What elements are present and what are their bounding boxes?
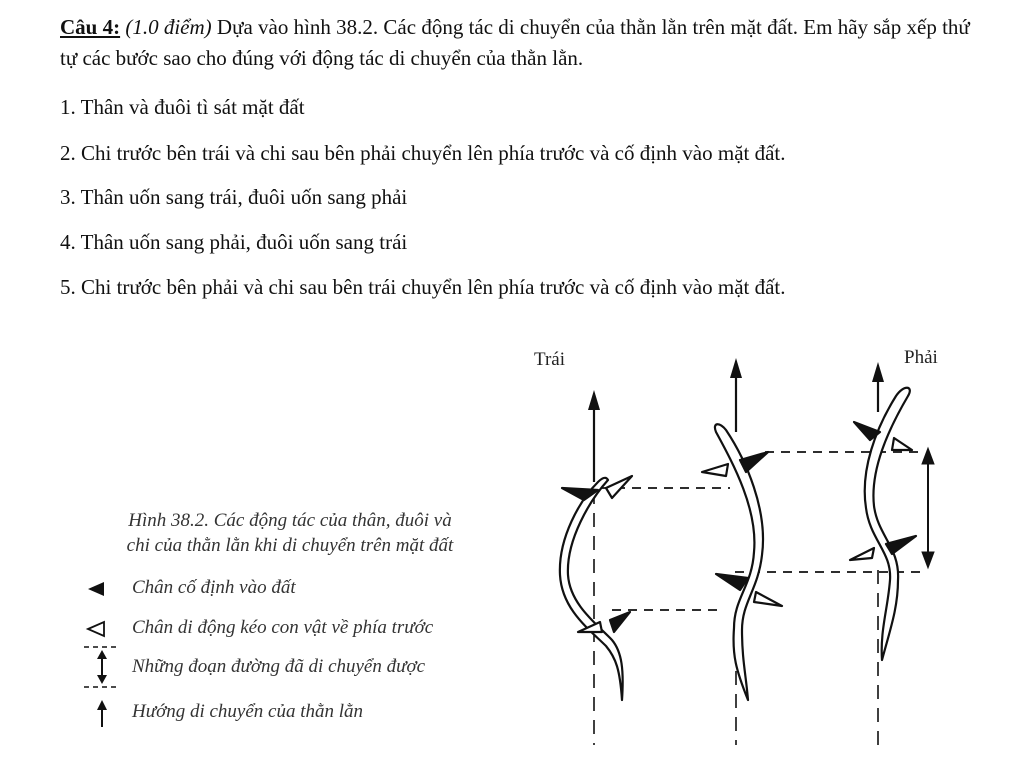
step-3: 3. Thân uốn sang trái, đuôi uốn sang phải xyxy=(60,185,408,209)
caption-line-1: Hình 38.2. Các động tác của thân, đuôi và xyxy=(128,510,452,531)
legend-item-direction xyxy=(80,698,520,728)
legend-text: Những đoạn đường đã di chuyển được xyxy=(132,656,426,677)
up-arrow-icon xyxy=(872,362,884,382)
up-arrow-icon xyxy=(80,698,124,728)
lizard-2 xyxy=(702,424,782,700)
outline-triangle-icon xyxy=(80,614,124,644)
legend-item-distance xyxy=(80,644,520,690)
distance-arrow xyxy=(922,448,934,568)
question-label: Câu 4: xyxy=(60,15,121,39)
legend-text: Chân cố định vào đất xyxy=(132,577,296,598)
legend-item-fixed-leg xyxy=(80,574,520,604)
figure-caption xyxy=(70,508,510,558)
double-arrow-icon xyxy=(80,644,124,690)
legend-item-moving-leg xyxy=(80,614,520,644)
question-text: Dựa vào hình 38.2. Các động tác di chuyển của thằn lằn trên mặt đất. Em hãy sắp xếp thứ tự các bước sao cho đúng với động tác di chuyển của thằn lằn. xyxy=(60,15,970,70)
step-4: 4. Thân uốn sang phải, đuôi uốn sang trái xyxy=(60,230,408,254)
lizard-movement-figure xyxy=(520,340,960,750)
step-2: 2. Chi trước bên trái và chi sau bên phải chuyển lên phía trước và cố định vào mặt đất. xyxy=(60,141,786,165)
filled-triangle-icon xyxy=(80,574,124,604)
legend-text: Hướng di chuyển của thằn lằn xyxy=(132,701,364,722)
step-1: 1. Thân và đuôi tì sát mặt đất xyxy=(60,95,305,119)
step-5: 5. Chi trước bên phải và chi sau bên trái chuyển lên phía trước và cố định vào mặt đất. xyxy=(60,275,786,299)
lizard-1 xyxy=(560,476,632,700)
legend-text: Chân di động kéo con vật về phía trước xyxy=(132,617,434,638)
caption-line-2: chi của thằn lằn khi di chuyển trên mặt đất xyxy=(126,535,454,556)
label-right: Phải xyxy=(904,347,938,368)
up-arrow-icon xyxy=(588,390,600,410)
up-arrow-icon xyxy=(730,358,742,378)
lizard-3 xyxy=(850,388,916,660)
label-left: Trái xyxy=(534,349,565,370)
question xyxy=(60,12,990,74)
question-points: (1.0 điểm) xyxy=(125,15,212,39)
